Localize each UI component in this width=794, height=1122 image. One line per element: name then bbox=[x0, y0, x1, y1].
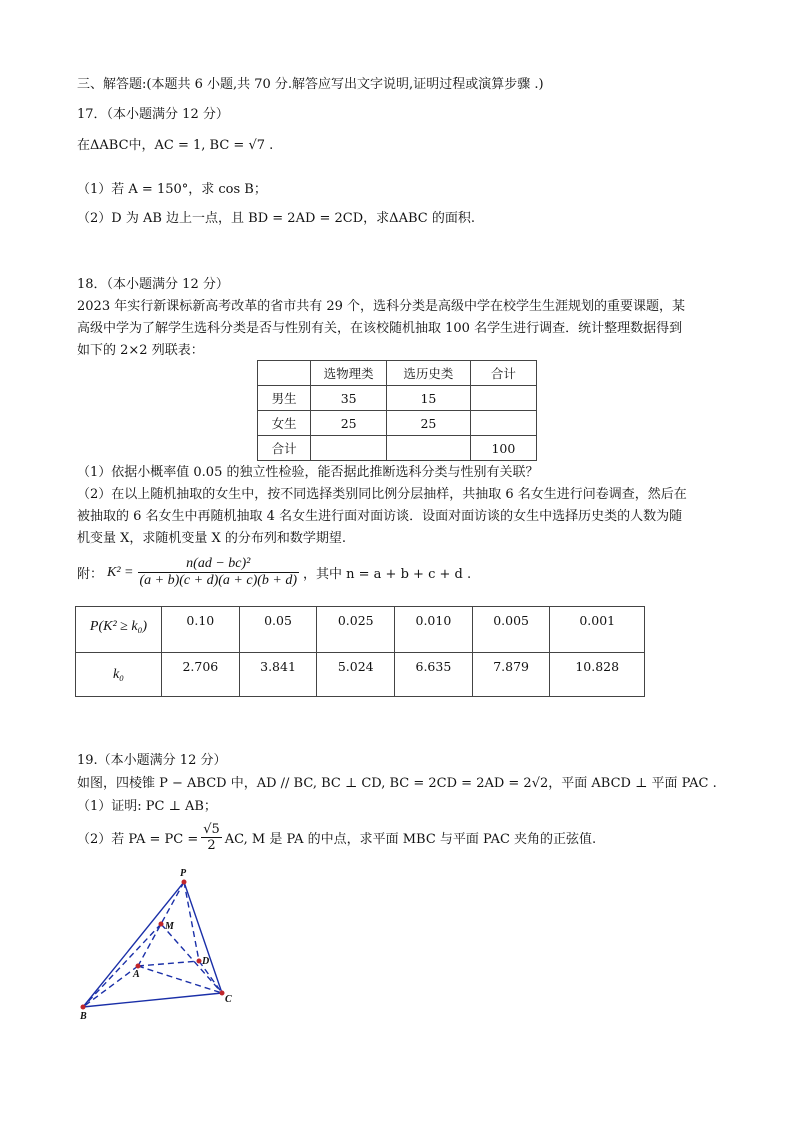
q19-frac-num: √5 bbox=[203, 822, 220, 837]
q18-part2-3: 机变量 X，求随机变量 X 的分布列和数学期望. bbox=[77, 531, 347, 546]
q18-stem-3: 如下的 2×2 列联表： bbox=[77, 343, 204, 358]
label-M: M bbox=[165, 921, 174, 932]
section-header: 三、解答题:(本题共 6 小题,共 70 分.解答应写出文字说明,证明过程或演算步骤 .) bbox=[77, 77, 544, 92]
table-cell bbox=[470, 411, 536, 436]
formula-tail: ，其中 n = a + b + c + d . bbox=[303, 567, 472, 582]
q17-part1: （1）若 A = 150°，求 cos B； bbox=[77, 182, 267, 197]
vertex-P bbox=[182, 880, 187, 885]
table-cell: 0.005 bbox=[472, 607, 550, 653]
contingency-table bbox=[257, 360, 537, 461]
table-row-label: P(K² ≥ k₀) bbox=[76, 607, 162, 653]
label-D: D bbox=[202, 956, 210, 967]
table-cell: 0.001 bbox=[550, 607, 645, 653]
table-cell: 0.10 bbox=[162, 607, 240, 653]
table-cell bbox=[311, 436, 387, 461]
q19-given: 如图，四棱锥 P − ABCD 中，AD // BC, BC ⊥ CD, BC = 2CD = 2AD = 2√2，平面 ABCD ⊥ 平面 PAC . bbox=[77, 776, 717, 791]
q18-stem-2: 高级中学为了解学生选科分类是否与性别有关，在该校随机抽取 100 名学生进行调查．统计整理数据得到 bbox=[77, 321, 683, 336]
edge-PC bbox=[184, 882, 222, 993]
label-B: B bbox=[80, 1011, 87, 1022]
q19-frac-den: 2 bbox=[207, 838, 216, 853]
table-row-label: k₀ bbox=[76, 653, 162, 697]
q18-part1: （1）依据小概率值 0.05 的独立性检验，能否据此推断选科分类与性别有关联？ bbox=[77, 465, 539, 480]
table-cell: 35 bbox=[311, 386, 387, 411]
q18-title: 18．（本小题满分 12 分） bbox=[77, 277, 229, 292]
table-cell: 25 bbox=[311, 411, 387, 436]
table-cell: 6.635 bbox=[395, 653, 473, 697]
edge-BC bbox=[83, 993, 222, 1007]
table-cell: 0.05 bbox=[239, 607, 317, 653]
pyramid-figure bbox=[70, 865, 250, 1025]
critical-value-table bbox=[75, 606, 645, 697]
appendix-label: 附： bbox=[77, 567, 104, 582]
edge-PD bbox=[184, 882, 199, 961]
vertex-B bbox=[81, 1005, 86, 1010]
table-cell: 5.024 bbox=[317, 653, 395, 697]
table-header: 选历史类 bbox=[387, 361, 471, 386]
table-cell: 女生 bbox=[258, 411, 311, 436]
table-cell: 3.841 bbox=[239, 653, 317, 697]
table-cell bbox=[387, 436, 471, 461]
formula-fraction bbox=[138, 556, 300, 589]
table-cell: 0.025 bbox=[317, 607, 395, 653]
table-cell: 男生 bbox=[258, 386, 311, 411]
edge-PB bbox=[83, 882, 184, 1007]
table-cell: 100 bbox=[470, 436, 536, 461]
q18-stem-1: 2023 年实行新课标新高考改革的省市共有 29 个，选科分类是高级中学在校学生生涯规划的重要课题，某 bbox=[77, 299, 686, 314]
table-header: 合计 bbox=[470, 361, 536, 386]
label-C: C bbox=[225, 994, 232, 1005]
q17-part2: （2）D 为 AB 边上一点，且 BD = 2AD = 2CD，求ΔABC 的面积. bbox=[77, 211, 475, 226]
table-cell: 0.010 bbox=[395, 607, 473, 653]
table-cell: 合计 bbox=[258, 436, 311, 461]
table-header: 选物理类 bbox=[311, 361, 387, 386]
formula-numerator: n(ad − bc)² bbox=[138, 556, 300, 573]
q19-part2-pre: （2）若 PA = PC = bbox=[77, 832, 199, 847]
table-cell: 25 bbox=[387, 411, 471, 436]
q19-fraction bbox=[201, 822, 222, 853]
table-cell bbox=[258, 361, 311, 386]
edge-MC bbox=[161, 924, 222, 993]
q19-part2 bbox=[77, 822, 596, 853]
q19-part2-post: AC, M 是 PA 的中点，求平面 MBC 与平面 PAC 夹角的正弦值. bbox=[224, 832, 597, 847]
table-cell bbox=[470, 386, 536, 411]
label-A: A bbox=[133, 969, 140, 980]
table-cell: 10.828 bbox=[550, 653, 645, 697]
label-P: P bbox=[180, 868, 187, 879]
table-cell: 15 bbox=[387, 386, 471, 411]
q17-given: 在ΔABC中，AC = 1, BC = √7 . bbox=[77, 138, 274, 153]
q19-part1: （1）证明: PC ⊥ AB； bbox=[77, 799, 217, 814]
formula-denominator: (a + b)(c + d)(a + c)(b + d) bbox=[139, 573, 298, 588]
edge-AD bbox=[138, 961, 199, 966]
table-cell: 7.879 bbox=[472, 653, 550, 697]
vertex-C bbox=[220, 991, 225, 996]
vertex-D bbox=[197, 959, 202, 964]
k2-formula bbox=[77, 556, 471, 589]
formula-lhs: K² = bbox=[107, 564, 134, 580]
vertex-A bbox=[136, 964, 141, 969]
q17-title: 17．（本小题满分 12 分） bbox=[77, 107, 229, 122]
q18-part2-2: 被抽取的 6 名女生中再随机抽取 4 名女生进行面对面访谈．设面对面访谈的女生中选择历史类的人数为随 bbox=[77, 509, 683, 524]
q18-part2-1: （2）在以上随机抽取的女生中，按不同选择类别同比例分层抽样，共抽取 6 名女生进行问卷调查，然后在 bbox=[77, 487, 687, 502]
vertex-M bbox=[159, 922, 164, 927]
q19-title: 19.（本小题满分 12 分） bbox=[77, 753, 227, 768]
table-cell: 2.706 bbox=[162, 653, 240, 697]
